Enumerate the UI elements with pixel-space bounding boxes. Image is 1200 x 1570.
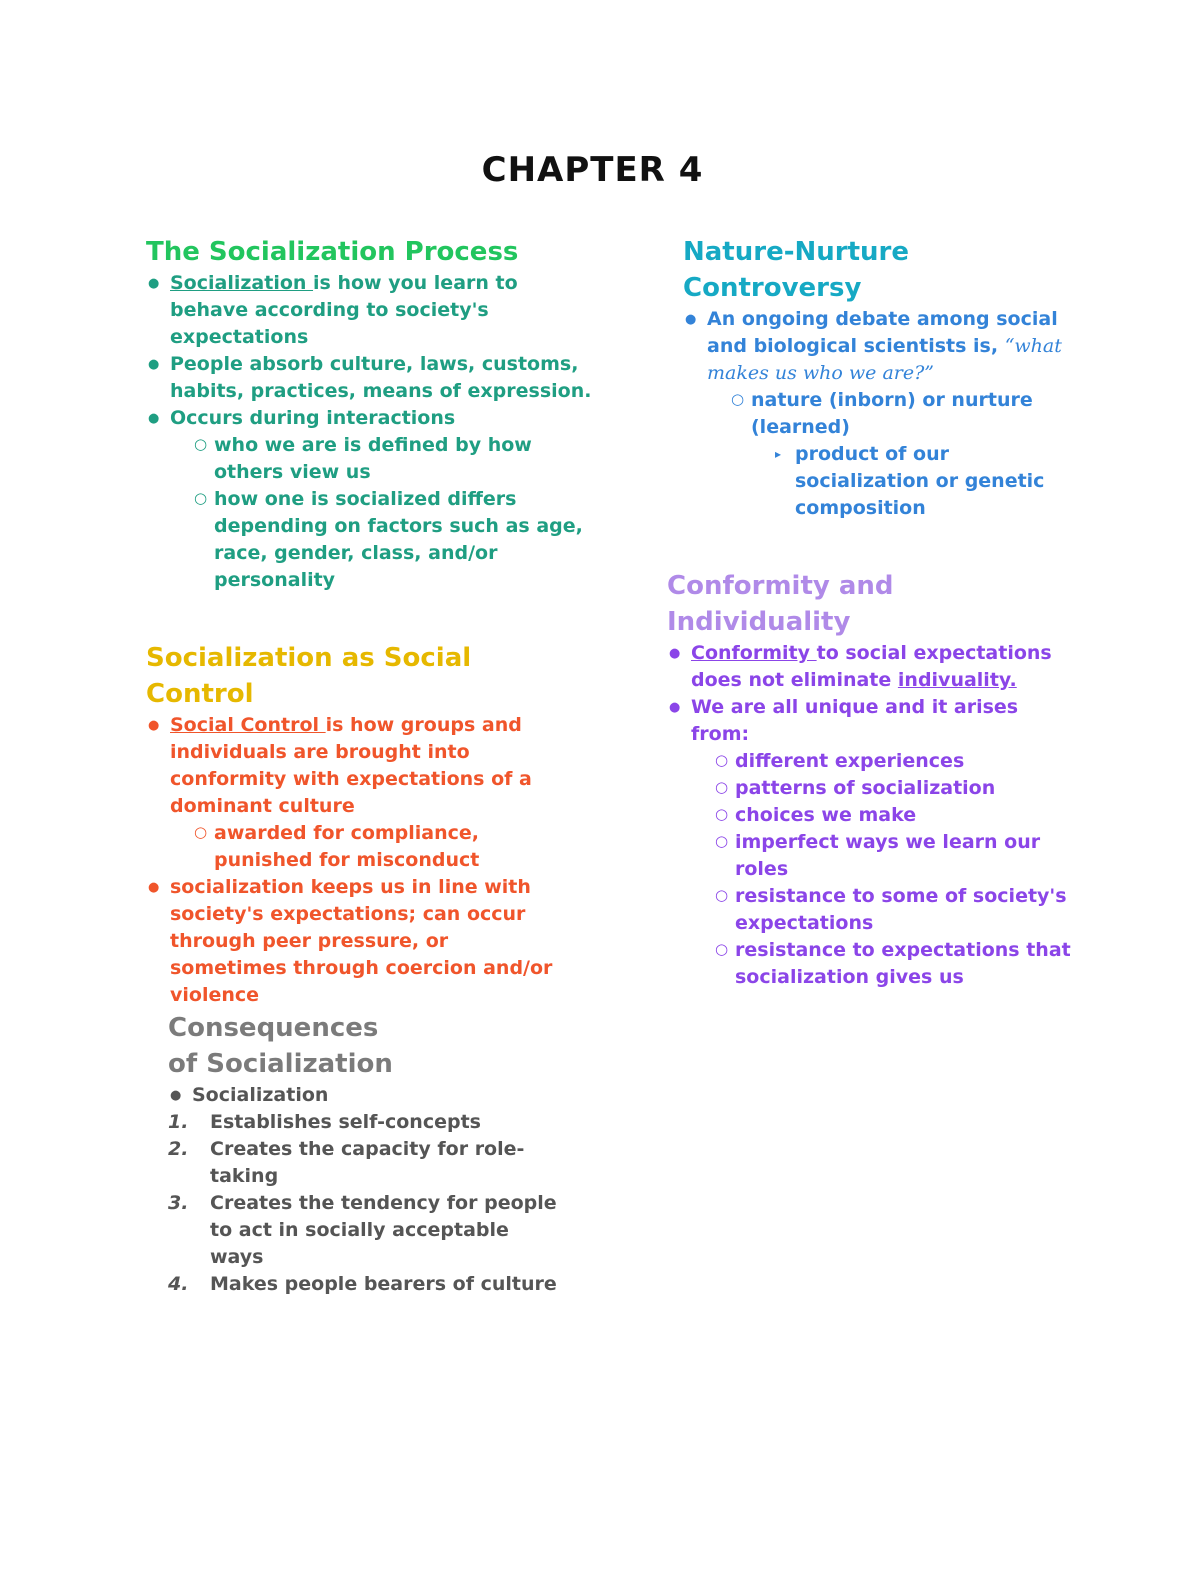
item-text: Makes people bearers of culture [210, 1273, 557, 1295]
sub-list-item [713, 829, 1082, 883]
sub-list [729, 387, 1063, 522]
item-number: 3. [168, 1192, 189, 1214]
list-item-text: socialization keeps us in line with society's expectations; can occur through peer pressure, or sometimes through coercion and/or violence [170, 876, 553, 1006]
sub-list-item [729, 387, 1063, 522]
item-text: Creates the capacity for role-taking [210, 1138, 525, 1187]
section-conformity [667, 568, 1082, 991]
list-item-text: different experiences [735, 750, 965, 772]
sub-sub-list [773, 441, 1063, 522]
bullet-list [683, 306, 1063, 522]
numbered-item [168, 1190, 558, 1271]
list-item-text: to social expectations does not eliminate [691, 642, 1052, 691]
sub-list [192, 820, 566, 874]
list-item-text: Occurs during interactions [170, 407, 456, 429]
section-heading: The Socialization Process [146, 237, 519, 267]
list-item [146, 712, 566, 874]
list-item [667, 694, 1082, 991]
term-socialization: Socialization [170, 272, 314, 294]
item-number: 4. [168, 1273, 189, 1295]
list-item-text: People absorb culture, laws, customs, habits, practices, means of expression. [170, 353, 592, 402]
list-item-text: resistance to expectations that socialization gives us [735, 939, 1071, 988]
sub-list-item [713, 748, 1082, 775]
list-item-text: An ongoing debate among social and biological scientists is, [707, 308, 1058, 357]
numbered-item [168, 1271, 558, 1298]
item-text: Creates the tendency for people to act in socially acceptable ways [210, 1192, 557, 1268]
section-consequences [168, 1010, 558, 1298]
sub-list-item [713, 802, 1082, 829]
section-nature-nurture [683, 234, 1063, 522]
sub-list-item [713, 775, 1082, 802]
item-text: Establishes self-concepts [210, 1111, 481, 1133]
section-social-control [146, 640, 566, 1009]
bullet-list [168, 1082, 558, 1109]
list-item-text: choices we make [735, 804, 917, 826]
list-item-text: patterns of socialization [735, 777, 996, 799]
sub-list-item [192, 486, 596, 594]
item-number: 1. [168, 1111, 189, 1133]
list-item [146, 874, 566, 1009]
list-item [168, 1082, 558, 1109]
item-number: 2. [168, 1138, 189, 1160]
sub-list [713, 748, 1082, 991]
numbered-item [168, 1136, 558, 1190]
section-heading: Socialization as Social Control [146, 643, 472, 709]
section-heading: Conformity and Individuality [667, 571, 894, 637]
list-item-text: is how groups and individuals are brought into conformity with expectations of a dominant culture [170, 714, 532, 817]
term-individuality: indivuality. [897, 669, 1017, 691]
list-item-text: is how you learn to behave according to society's expectations [170, 272, 518, 348]
sub-list-item [192, 432, 596, 486]
list-item-text: resistance to some of society's expectations [735, 885, 1067, 934]
quote-text: “what makes us who we are?” [707, 335, 1062, 384]
sub-list-item [192, 820, 566, 874]
list-item [146, 405, 596, 594]
list-item [146, 351, 596, 405]
bullet-list [146, 712, 566, 1009]
list-item-text: nature (inborn) or nurture (learned) [751, 389, 1033, 438]
list-item [146, 270, 596, 351]
numbered-list [168, 1109, 558, 1298]
list-item [667, 640, 1082, 694]
sub-list-item [713, 937, 1082, 991]
list-item-text: product of our socialization or genetic composition [795, 443, 1045, 519]
list-item-text: imperfect ways we learn our roles [735, 831, 1041, 880]
list-item [683, 306, 1063, 522]
page-title: CHAPTER 4 [481, 150, 704, 190]
bullet-list [667, 640, 1082, 991]
section-socialization-process [146, 234, 596, 594]
numbered-item [168, 1109, 558, 1136]
sub-list [192, 432, 596, 594]
term-social-control: Social Control [170, 714, 326, 736]
sub-list-item [713, 883, 1082, 937]
list-item-text: who we are is defined by how others view us [214, 434, 532, 483]
sub-sub-list-item [773, 441, 1063, 522]
section-heading: Nature-Nurture Controversy [683, 237, 909, 303]
bullet-list [146, 270, 596, 594]
section-heading: Consequences of Socialization [168, 1013, 393, 1079]
term-conformity: Conformity [691, 642, 817, 664]
list-item-text: how one is socialized differs depending on factors such as age, race, gender, class, and/or personality [214, 488, 583, 591]
list-item-text: awarded for compliance, punished for misconduct [214, 822, 480, 871]
list-item-text: Socialization [192, 1084, 329, 1106]
list-item-text: We are all unique and it arises from: [691, 696, 1019, 745]
